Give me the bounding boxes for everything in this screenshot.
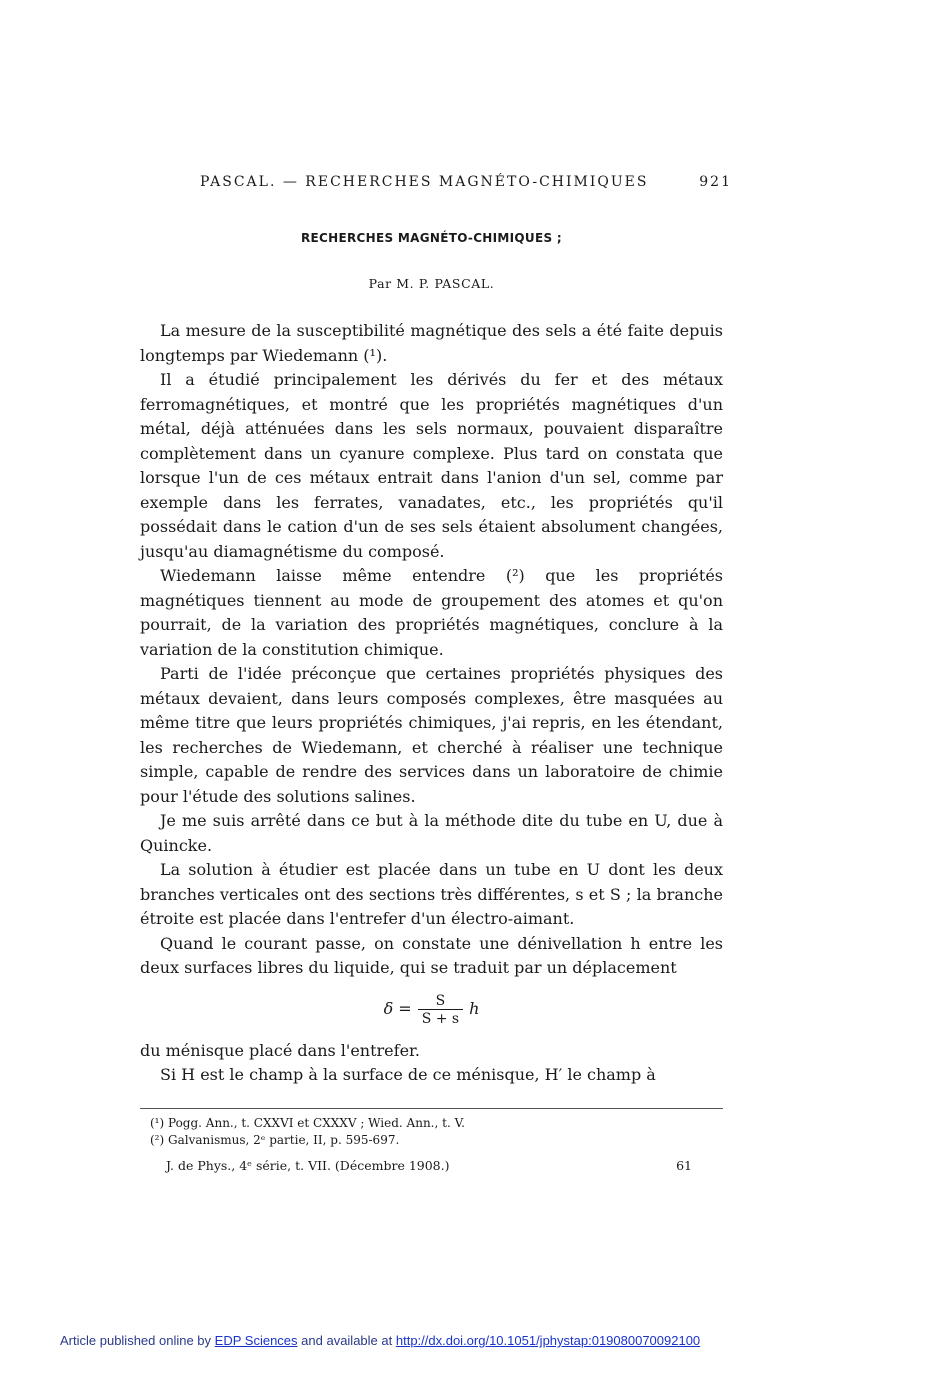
running-head-title: PASCAL. — RECHERCHES MAGNÉTO-CHIMIQUES <box>200 174 649 190</box>
displacement-formula <box>140 981 723 1039</box>
formula-denominator: S + s <box>418 1009 463 1027</box>
article-author: Par M. P. PASCAL. <box>368 276 495 291</box>
doi-link[interactable]: http://dx.doi.org/10.1051/jphystap:019080070092100 <box>395 1333 701 1348</box>
signature-number: 61 <box>676 1158 692 1173</box>
banner-prefix: Article published online by <box>60 1333 212 1348</box>
paragraph: Je me suis arrêté dans ce but à la méthode dite du tube en U, due à Quincke. <box>140 811 723 855</box>
formula-lhs: δ = <box>383 999 412 1019</box>
formula-rhs: h <box>469 999 480 1019</box>
publication-banner <box>60 1333 700 1348</box>
paragraph: Il a étudié principalement les dérivés du fer et des métaux ferromagnétiques, et montré que les propriétés magnétiques d'un métal, déjà atténuées dans les sels normaux, pouvaient disparaître complètement dans un cyanure complexe. Plus tard on constata que lorsque l'un de ces métaux entrait dans l'anion d'un sel, comme par exemple dans les ferrates, vanadates, etc., les propriétés qu'il possédait dans le cation d'un de ses sels étaient absolument changées, jusqu'au diamagnétisme du composé. <box>140 370 723 561</box>
journal-line <box>166 1158 692 1173</box>
running-head <box>200 174 732 190</box>
paragraph: Parti de l'idée préconçue que certaines propriétés physiques des métaux devaient, dans leurs composés complexes, être masquées au même titre que leurs propriétés chimiques, j'ai repris, en les étendant, les recherches de Wiedemann, et cherché à réaliser une technique simple, capable de rendre des services dans un laboratoire de chimie pour l'étude des solutions salines. <box>140 664 723 806</box>
formula-fraction <box>418 993 463 1027</box>
paragraph: du ménisque placé dans l'entrefer. <box>140 1040 421 1060</box>
footnote: (²) Galvanismus, 2ᵉ partie, II, p. 595-697. <box>150 1133 400 1147</box>
journal-citation: J. de Phys., 4ᵉ série, t. VII. (Décembre 1908.) <box>166 1158 450 1173</box>
paragraph: Quand le courant passe, on constate une dénivellation h entre les deux surfaces libres du liquide, qui se traduit par un déplacement <box>140 933 723 977</box>
banner-middle: and available at <box>301 1333 393 1348</box>
article-title: RECHERCHES MAGNÉTO-CHIMIQUES ; <box>301 231 562 245</box>
page-number: 921 <box>699 174 732 190</box>
formula-numerator: S <box>435 992 446 1009</box>
paragraph: La solution à étudier est placée dans un tube en U dont les deux branches verticales ont des sections très différentes, s et S ; la branche étroite est placée dans l'entrefer d'un électro-aimant. <box>140 860 723 928</box>
footnote: (¹) Pogg. Ann., t. CXXVI et CXXXV ; Wied. Ann., t. V. <box>150 1116 465 1130</box>
footnote-rule <box>140 1108 723 1109</box>
paragraph: Wiedemann laisse même entendre (²) que les propriétés magnétiques tiennent au mode de groupement des atomes et qu'on pourrait, de la variation des propriétés magnétiques, conclure à la variation de la constitution chimique. <box>140 566 723 659</box>
paragraph: La mesure de la susceptibilité magnétique des sels a été faite depuis longtemps par Wiedemann (¹). <box>140 321 723 365</box>
article-body <box>140 319 723 1088</box>
footnotes <box>150 1115 723 1149</box>
publisher-link[interactable]: EDP Sciences <box>214 1333 298 1348</box>
paragraph: Si H est le champ à la surface de ce ménisque, H′ le champ à <box>160 1065 656 1084</box>
